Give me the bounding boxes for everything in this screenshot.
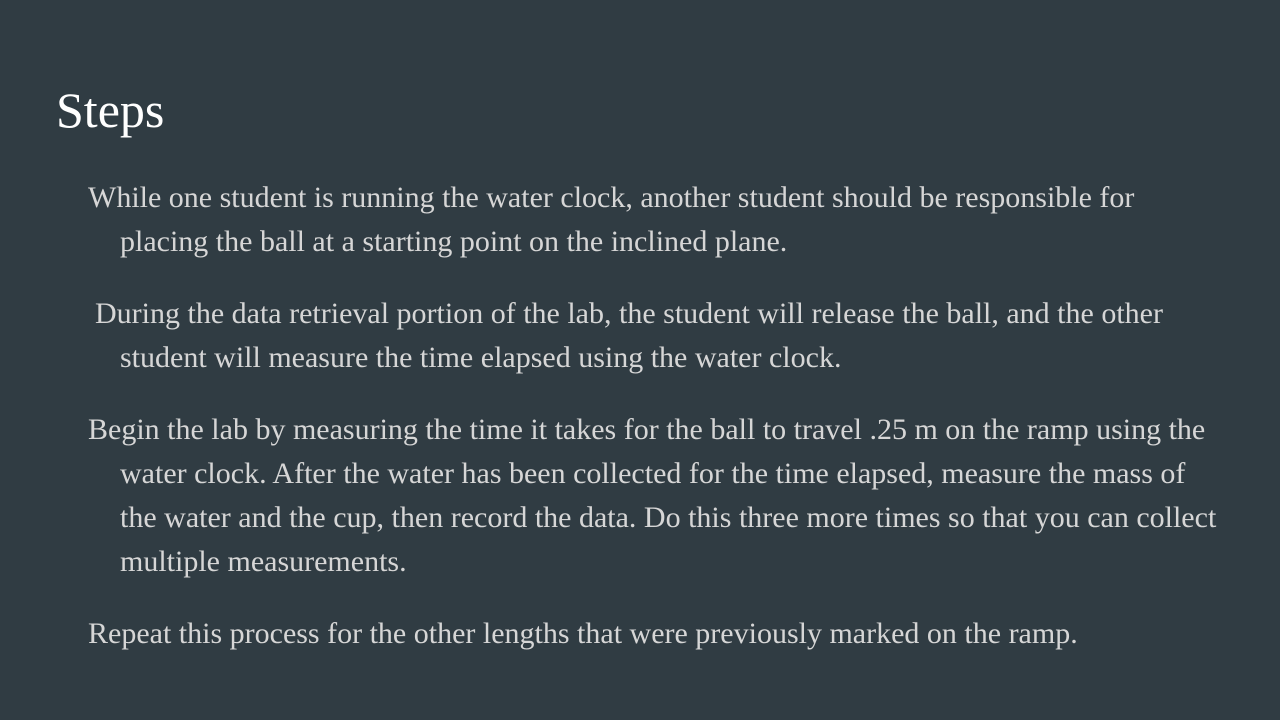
step-item: Begin the lab by measuring the time it takes for the ball to travel .25 m on the ramp using the water clock. After the water has been collected for the time elapsed, measure the mass of the water and the cup, then record the data. Do this three more times so that you can collect multiple measurements. — [88, 413, 1217, 578]
steps-list — [88, 176, 1228, 656]
step-item: During the data retrieval portion of the lab, the student will release the ball, and the other student will measure the time elapsed using the water clock. — [95, 297, 1163, 374]
step-item: Repeat this process for the other lengths that were previously marked on the ramp. — [88, 617, 1078, 650]
slide-title: Steps — [56, 82, 165, 138]
step-item: While one student is running the water clock, another student should be responsible for placing the ball at a starting point on the inclined plane. — [88, 181, 1135, 258]
